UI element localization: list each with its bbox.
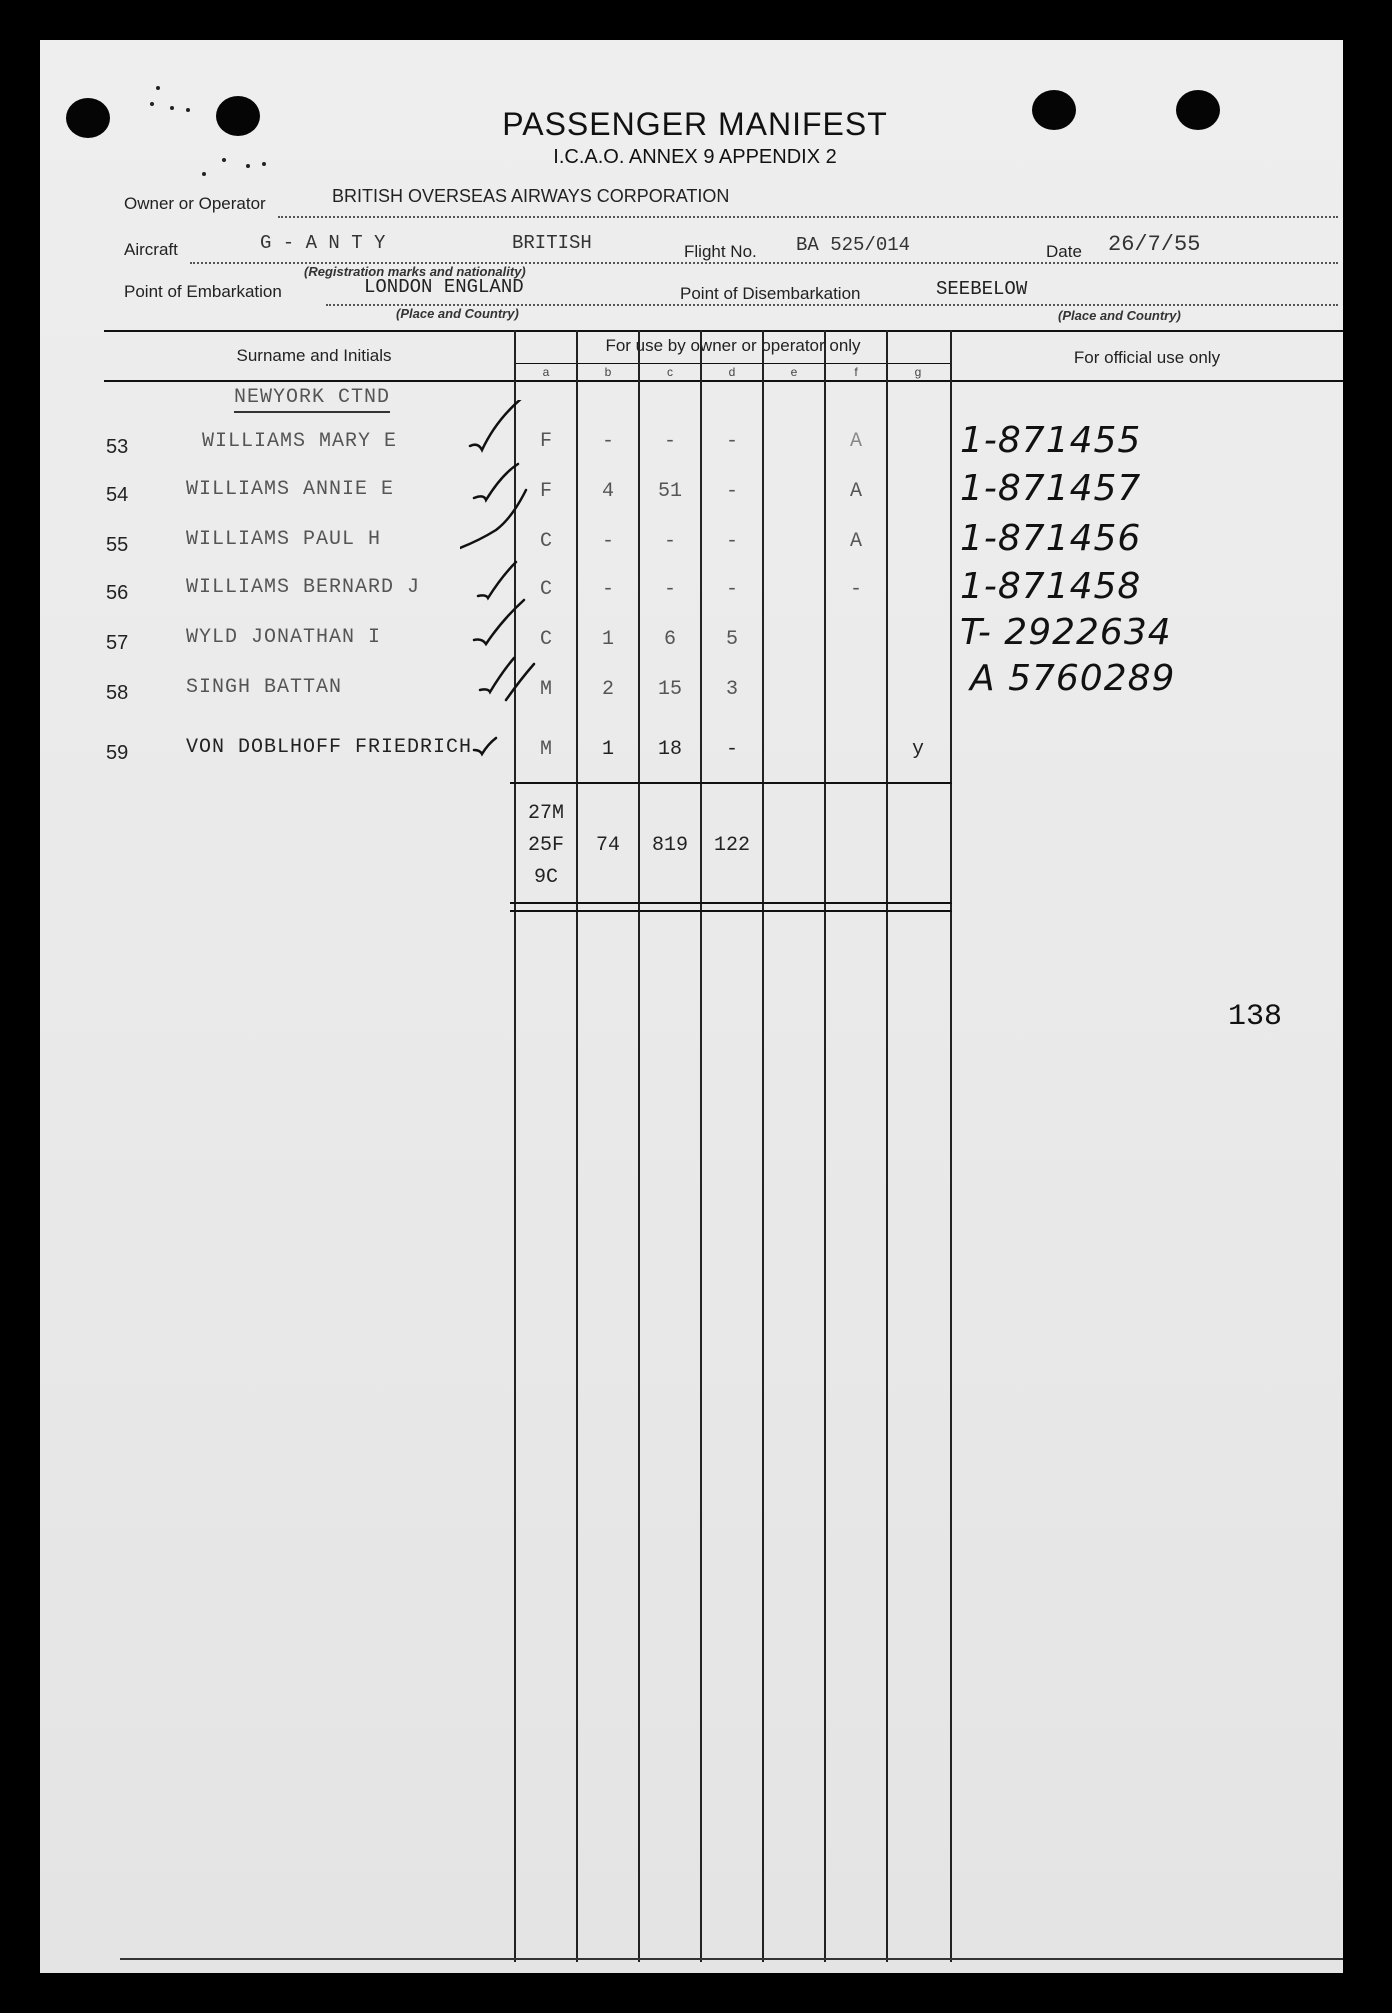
check-mark-58 xyxy=(480,658,514,692)
owner-value: BRITISH OVERSEAS AIRWAYS CORPORATION xyxy=(332,186,730,206)
cell-b: - xyxy=(601,578,614,601)
totals-double-rule xyxy=(510,910,952,912)
col-header-owner-use: For use by owner or operator only xyxy=(605,336,861,355)
subcol-c: c xyxy=(667,365,673,379)
cell-a: C xyxy=(539,628,552,651)
row-number: 58 xyxy=(106,682,129,704)
passenger-name: WILLIAMS PAUL H xyxy=(186,528,382,551)
aircraft-value: G - A N T Y xyxy=(260,232,386,254)
cell-d: - xyxy=(725,430,738,453)
disembark-value: SEEBELOW xyxy=(936,278,1028,300)
subcol-b: b xyxy=(604,365,612,379)
col-divider-c xyxy=(638,330,640,1962)
cell-a: C xyxy=(539,530,552,553)
cell-b: 4 xyxy=(601,480,614,503)
speck xyxy=(202,172,206,176)
total-a-females: 25F xyxy=(527,834,564,857)
cell-c: 51 xyxy=(657,480,682,503)
cell-f: A xyxy=(849,430,862,453)
check-mark-56 xyxy=(478,562,516,598)
page-title: PASSENGER MANIFEST xyxy=(502,106,888,142)
cell-a: F xyxy=(539,480,552,503)
speck xyxy=(156,86,160,90)
check-marks xyxy=(460,400,580,800)
bottom-rule xyxy=(120,1958,1343,1960)
row-number: 57 xyxy=(106,632,129,654)
subcol-e: e xyxy=(790,365,798,379)
cell-f: A xyxy=(849,530,862,553)
passenger-name: WYLD JONATHAN I xyxy=(186,626,382,649)
date-value: 26/7/55 xyxy=(1108,232,1201,257)
disembark-label: Point of Disembarkation xyxy=(680,284,861,303)
flight-value: BA 525/014 xyxy=(796,234,911,256)
check-mark-59 xyxy=(474,738,496,754)
official-number: 1-871457 xyxy=(960,468,1142,509)
cell-d: 5 xyxy=(725,628,738,651)
check-mark-57 xyxy=(474,600,524,644)
row-number: 56 xyxy=(106,582,129,604)
row-number: 53 xyxy=(106,436,129,458)
cell-c: 15 xyxy=(657,678,682,701)
col-header-surname: Surname and Initials xyxy=(236,346,392,365)
passenger-name: SINGH BATTAN xyxy=(186,676,343,699)
total-d: 122 xyxy=(713,834,750,857)
check-mark-58b xyxy=(506,664,534,700)
cell-f: - xyxy=(849,578,862,601)
totals-bottom-rule xyxy=(510,902,952,904)
table-top-rule xyxy=(104,330,1343,332)
cell-c: 6 xyxy=(663,628,676,651)
col-header-official: For official use only xyxy=(1073,348,1221,367)
page-number: 138 xyxy=(1228,1000,1283,1034)
subcol-a: a xyxy=(542,365,550,379)
col-divider-official xyxy=(950,330,952,1962)
owner-dotline xyxy=(278,216,1338,218)
official-number: 1-871458 xyxy=(960,566,1142,607)
subcol-g: g xyxy=(914,365,922,379)
punch-hole xyxy=(66,98,110,138)
cell-b: 2 xyxy=(601,678,614,701)
cell-a: M xyxy=(539,678,552,701)
cell-d: 3 xyxy=(725,678,738,701)
official-number: 1-871455 xyxy=(960,420,1142,461)
manifest-page xyxy=(40,40,1343,1973)
subcol-d: d xyxy=(728,365,736,379)
cell-c: - xyxy=(663,430,676,453)
cell-d: - xyxy=(725,530,738,553)
passenger-name: VON DOBLHOFF FRIEDRICH xyxy=(186,736,473,759)
embark-label: Point of Embarkation xyxy=(124,282,282,301)
cell-d: - xyxy=(725,738,738,761)
nationality-value: BRITISH xyxy=(512,232,592,254)
registration-note: (Registration marks and nationality) xyxy=(304,264,526,279)
cell-a: C xyxy=(539,578,552,601)
col-divider-g xyxy=(886,330,888,1962)
check-mark-55 xyxy=(460,490,526,548)
total-b: 74 xyxy=(595,834,620,857)
row-number: 55 xyxy=(106,534,129,556)
cell-b: 1 xyxy=(601,738,614,761)
cell-a: F xyxy=(539,430,552,453)
passenger-name: WILLIAMS MARY E xyxy=(202,430,398,453)
cell-f: A xyxy=(849,480,862,503)
disembark-note: (Place and Country) xyxy=(1058,308,1181,323)
embark-value: LONDON ENGLAND xyxy=(364,276,524,298)
embark-note: (Place and Country) xyxy=(396,306,519,321)
table-header-rule xyxy=(104,380,1343,382)
cell-g: y xyxy=(911,738,924,761)
total-a-males: 27M xyxy=(527,802,564,825)
official-number: 1-871456 xyxy=(960,518,1142,559)
aircraft-label: Aircraft xyxy=(124,240,178,259)
passenger-name: WILLIAMS ANNIE E xyxy=(186,478,395,501)
cell-c: 18 xyxy=(657,738,682,761)
check-mark-54 xyxy=(474,464,518,500)
col-divider-d xyxy=(700,330,702,1962)
col-divider-f xyxy=(824,330,826,1962)
row-number: 54 xyxy=(106,484,129,506)
total-a-children: 9C xyxy=(533,866,558,889)
col-divider-e xyxy=(762,330,764,1962)
date-label: Date xyxy=(1046,242,1082,261)
cell-b: - xyxy=(601,530,614,553)
official-number: T- 2922634 xyxy=(960,612,1172,653)
section-heading: NEWYORK CTND xyxy=(234,386,390,413)
cell-c: - xyxy=(663,578,676,601)
row-number: 59 xyxy=(106,742,129,764)
passenger-name: WILLIAMS BERNARD J xyxy=(186,576,421,599)
flight-label: Flight No. xyxy=(684,242,757,261)
check-mark-53 xyxy=(470,400,522,450)
cell-c: - xyxy=(663,530,676,553)
page-subtitle: I.C.A.O. ANNEX 9 APPENDIX 2 xyxy=(553,146,837,168)
cell-d: - xyxy=(725,480,738,503)
owner-label: Owner or Operator xyxy=(124,194,266,213)
total-c: 819 xyxy=(651,834,688,857)
official-number: A 5760289 xyxy=(970,658,1176,699)
cell-b: - xyxy=(601,430,614,453)
subcol-f: f xyxy=(854,365,858,379)
cell-d: - xyxy=(725,578,738,601)
cell-b: 1 xyxy=(601,628,614,651)
cell-a: M xyxy=(539,738,552,761)
